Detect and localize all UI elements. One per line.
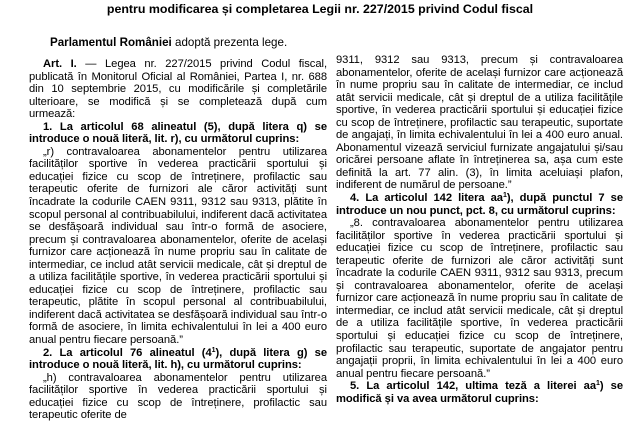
point-4-heading <box>336 192 623 217</box>
point-5-heading-a: 5. La articolul 142, ultima teză a literei aa <box>350 380 597 393</box>
point-5-heading-b: ) se modifică și va avea următorul cuprins: <box>336 380 623 405</box>
point-2-heading <box>29 347 327 372</box>
point-1-heading: 1. La articolul 68 alineatul (5), după litera q) se introduce o nouă literă, lit. r), cu următorul cuprins: <box>29 120 327 146</box>
point-4-heading-b: ), după punctul 7 se introduce un nou punct, pct. 8, cu următorul cuprins: <box>336 192 623 217</box>
right-column <box>336 54 623 405</box>
point-4-heading-a: 4. La articolul 142 litera aa <box>350 192 503 205</box>
point-5-heading <box>336 380 623 405</box>
point-4-sup: 1 <box>502 192 507 200</box>
point-3-continuation: 9311, 9312 sau 9313, precum și contravaloarea abonamentelor, oferite de același furnizor care acționează în nume propriu sau în calitate de intermediar, ce includ atât servicii medicale, cât și dreptul de a utiliza facilitățile sportive, în vederea practicării sportului și educației fizice cu scop de întreținere, profilactic sau terapeutic, suportate de angajați, în limita echivalentului în lei a 400 euro anual. Abonamentul vizează serviciul furnizate angajatului și/sau oricărei persoane aflate în întreținerea sa, așa cum este definită la art. 77 alin. (3), în limita aceluiași plafon, indiferent de numărul de persoane.” <box>336 54 623 192</box>
point-2-sup: 1 <box>211 346 216 354</box>
document-title: pentru modificarea și completarea Legii nr. 227/2015 privind Codul fiscal <box>106 2 534 16</box>
article-intro <box>29 58 327 121</box>
point-2-heading-a: 2. La articolul 76 alineatul (4 <box>43 346 212 359</box>
article-text: — Legea nr. 227/2015 privind Codul fiscal, publicată în Monitorul Oficial al României, Partea I, nr. 688 din 10 septembrie 2015, cu modificările și completările ulterioare, se modifică și se completează după cum urmează: <box>29 58 327 121</box>
point-1-text: „r) contravaloarea abonamentelor pentru utilizarea facilităților sportive în vederea practicării sportului și educației fizice cu scop de întreținere, profilactic sau terapeutic oferite de furnizori ale căror activități sunt încadrate la codurile CAEN 9311, 9312 sau 9313, plătite în scopul personal al contribuabilului, indiferent dacă activitatea se desfășoară individual sau într-o formă de asociere, precum și contravaloarea abonamentelor, oferite de același furnizor care acționează în nume propriu sau în calitate de intermediar, ce includ atât servicii medicale, cât și dreptul de a utiliza facilitățile sportive, în vederea practicării sportului și educației fizice cu scop de întreținere, profilactic sau terapeutic, plătite în scopul personal al contribuabilului, indiferent dacă activitatea se desfășoară individual sau într-o formă de asociere, în limita echivalentului în lei a 400 euro anual pentru fiecare persoană.” <box>29 145 327 347</box>
point-2-heading-b: ), după litera g) se introduce o nouă literă, lit. h), cu următorul cuprins: <box>29 346 327 372</box>
parliament-label: Parlamentul României <box>50 36 172 49</box>
point-5-sup: 1 <box>596 380 600 388</box>
point-4-text: „8. contravaloarea abonamentelor pentru utilizarea facilităților sportive în vederea practicării sportului și educației fizice cu scop de întreținere, profilactic sau terapeutic oferite de furnizori ale căror activități sunt încadrate la codurile CAEN 9311, 9312 sau 9313, precum și contravaloarea abonamentelor, oferite de același furnizor care acționează în nume propriu sau în calitate de intermediar, ce includ atât servicii medicale, cât și dreptul de a utiliza facilitățile sportive, în vederea practicării sportului și educației fizice cu scop de întreținere, profilactic sau terapeutic, suportate de angajator pentru angajații proprii, în limita echivalentului în lei a 400 euro anual pentru fiecare persoană.” <box>336 217 623 380</box>
intro-rest: adoptă prezenta lege. <box>171 36 288 49</box>
article-label: Art. I. <box>43 58 77 70</box>
left-column <box>29 58 327 422</box>
intro-line <box>50 36 287 50</box>
point-2-text: „h) contravaloarea abonamentelor pentru utilizarea facilităților sportive în vederea practicării sportului și educației fizice cu scop de întreținere, profilactic sau terapeutic oferite de <box>29 371 327 422</box>
